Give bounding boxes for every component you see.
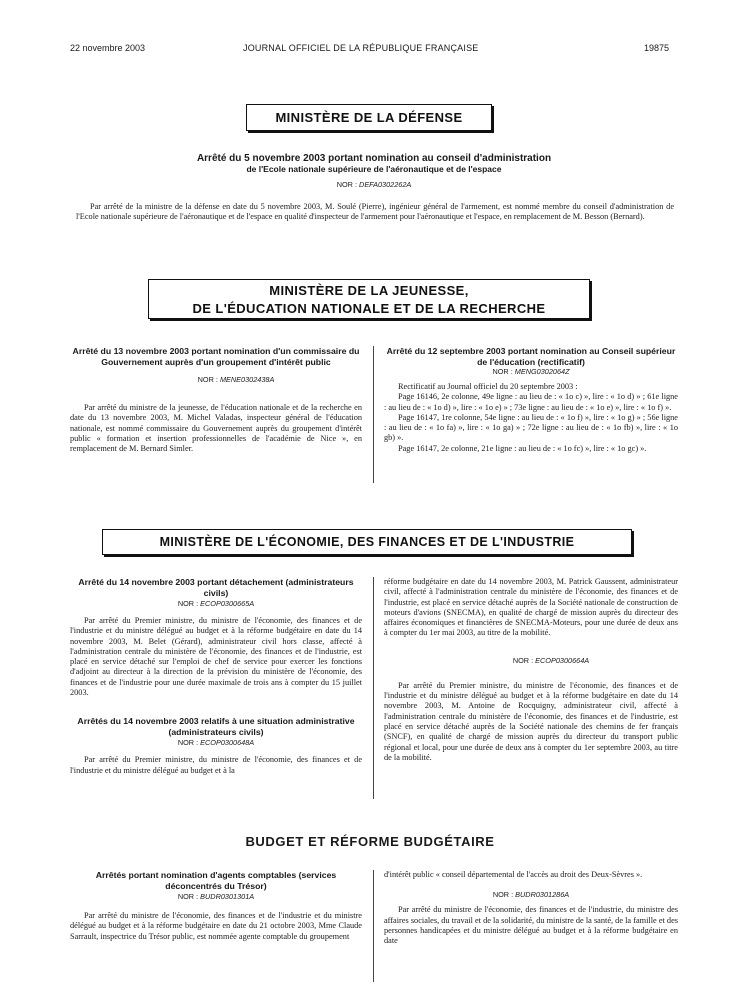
economie-a1-body: Par arrêté du Premier ministre, du ministre de l'économie, des finances et de l'industrie et du ministre délégué au budget et à la réforme budgétaire en date du 14 novembre 2003, M. Belet (Gérard), administrateur civil hors classe, affecté à l'administration centrale du ministère de l'économie, des finances et de l'industrie, est placé en service détaché sur l'emploi de chef de service pour exercer les fonctions d'adjoint au directeur à la direction de la prévision du ministère de l'économie, des finances et de l'industrie pour une durée maximale de trois ans à compter du 15 juillet 2003. [70, 616, 362, 698]
economie-a1-nor [70, 599, 362, 608]
column-divider [373, 577, 374, 799]
economie-right-column [384, 577, 678, 763]
jeunesse-left-title: Arrêté du 13 novembre 2003 portant nomination d'un commissaire du Gouvernement auprès d'un groupement d'intérêt public [72, 346, 360, 367]
economie-a1-title: Arrêté du 14 novembre 2003 portant détachement (administrateurs civils) [78, 577, 354, 598]
budget-right-nor [384, 890, 678, 899]
jeunesse-right-nor [384, 367, 678, 376]
ministry-economie-box: MINISTÈRE DE L'ÉCONOMIE, DES FINANCES ET DE L'INDUSTRIE [102, 529, 632, 555]
budget-left-nor [70, 892, 362, 901]
nor-code: DEFA0302262A [359, 180, 412, 189]
jeunesse-left-article [70, 346, 362, 454]
jeunesse-right-para3: Page 16147, 1re colonne, 54e ligne : au lieu de : « 1o f) », lire : « 1o g) » ; 56e ligne : au lieu de : « 1o fa) », lire : « 1o ga) » ; 72e ligne : au lieu de : « 1o fb) », lire : « 1o gb) ». [384, 412, 678, 443]
ministry-jeunesse-box [148, 279, 590, 319]
nor-code: ECOP0300664A [535, 655, 590, 665]
nor-code: ECOP0300648A [200, 738, 255, 748]
nor-label: NOR : [512, 655, 534, 665]
budget-left-title: Arrêtés portant nomination d'agents comptables (services déconcentrés du Trésor) [95, 870, 337, 891]
defense-nor [120, 180, 628, 189]
jeunesse-right-title: Arrêté du 12 septembre 2003 portant nomination au Conseil supérieur de l'éducation (rectificatif) [386, 346, 676, 367]
nor-code: BUDR0301286A [515, 890, 570, 900]
column-divider [373, 346, 374, 483]
economie-right-body1: réforme budgétaire en date du 14 novembre 2003, M. Patrick Gaussent, administrateur civil, affecté à l'administration centrale du ministère de l'économie, des finances et de l'industrie, est placé en service détaché auprès de la Société nationale de construction de moteurs d'avions (SNECMA), en qualité de chargé de mission auprès du directeur des affaires économiques et financières de SNECMA-Moteurs, pour une durée de deux ans à compter du 1er mai 2003, au titre de la mobilité. [384, 577, 678, 638]
header-title: JOURNAL OFFICIEL DE LA RÉPUBLIQUE FRANÇAISE [243, 43, 479, 53]
economie-a2-nor [70, 738, 362, 747]
defense-title-line2: de l'Ecole nationale supérieure de l'aéronautique et de l'espace [246, 163, 502, 174]
nor-label: NOR : [177, 599, 199, 608]
defense-decree-body [76, 202, 674, 223]
defense-title-line1: Arrêté du 5 novembre 2003 portant nomination au conseil d'administration [196, 153, 552, 164]
jeunesse-right-article [384, 346, 678, 454]
nor-label: NOR : [492, 890, 514, 900]
budget-section-title: BUDGET ET RÉFORME BUDGÉTAIRE [245, 834, 495, 849]
economie-right-nor [424, 656, 678, 665]
nor-code: MENE0302438A [219, 375, 275, 384]
ministry-jeunesse-line1: MINISTÈRE DE LA JEUNESSE, [269, 283, 469, 298]
budget-right-body2: Par arrêté du ministre de l'économie, des finances et de l'industrie, du ministre des affaires sociales, du travail et de la solidarité, du ministre de la santé, de la famille et des personnes handicapées et du ministre délégué au budget et à la réforme budgétaire en date [384, 905, 678, 946]
nor-label: NOR : [336, 180, 358, 189]
jeunesse-right-para2: Page 16146, 2e colonne, 49e ligne : au lieu de : « 1o c) », lire : « 1o d) » ; 61e ligne : au lieu de : « 1o d) », lire : « 1o e) » ; 73e ligne : au lieu de : « 1o e) », lire : « 1o f) ». [384, 392, 678, 412]
economie-left-column [70, 577, 362, 776]
column-divider [373, 870, 374, 982]
header-date: 22 novembre 2003 [70, 43, 146, 53]
jeunesse-right-para4: Page 16147, 2e colonne, 21e ligne : au lieu de : « 1o fc) », lire : « 1o gc) ». [398, 443, 647, 453]
nor-code: MENG0302064Z [514, 367, 570, 376]
budget-left-body: Par arrêté du ministre de l'économie, des finances et de l'industrie et du ministre délégué au budget et à la réforme budgétaire en date du 21 octobre 2003, Mme Claude Sarrault, inspectrice du Trésor public, est nommée agente comptable du groupement [70, 911, 362, 941]
economie-right-body2: Par arrêté du Premier ministre, du ministre de l'économie, des finances et de l'industrie et du ministre délégué au budget et à la réforme budgétaire en date du 14 novembre 2003, M. Antoine de Rocquigny, administrateur civil, affecté à l'administration centrale du ministère de l'économie, des finances et de l'industrie, est placé en service détaché auprès de la Société nationale des chemins de fer français (SNCF), en qualité de chargé de mission auprès du directeur du transport public régional et local, pour une durée de deux ans à compter du 1er septembre 2003, au titre de la mobilité. [384, 680, 678, 762]
defense-body-text: Par arrêté de la ministre de la défense en date du 5 novembre 2003, M. Soulé (Pierre), ingénieur général de l'armement, est nommé membre du conseil d'administration de l'Ecole nationale supérieure de l'aéronautique et de l'espace en qualité d'inspecteur de l'armement pour l'aéronautique et l'espace, en remplacement de M. Besson (Bernard). [76, 202, 674, 222]
ministry-defense-box: MINISTÈRE DE LA DÉFENSE [246, 104, 492, 131]
budget-left-column [70, 870, 362, 942]
economie-a2-title: Arrêtés du 14 novembre 2003 relatifs à une situation administrative (administrateurs civils) [77, 716, 355, 737]
jeunesse-left-nor [110, 375, 362, 384]
nor-code: BUDR0301301A [200, 892, 255, 901]
budget-right-body1: d'intérêt public « conseil départemental de l'accès au droit des Deux-Sèvres ». [384, 870, 643, 879]
defense-decree-title [120, 154, 628, 174]
nor-label: NOR : [492, 367, 513, 376]
economie-a2-body: Par arrêté du Premier ministre, du ministre de l'économie, des finances et de l'industrie et du ministre délégué au budget et à la [70, 755, 362, 775]
nor-code: ECOP0300665A [200, 599, 255, 608]
budget-right-column [384, 870, 678, 946]
ministry-jeunesse-line2: DE L'ÉDUCATION NATIONALE ET DE LA RECHERCHE [192, 300, 546, 316]
jeunesse-left-body: Par arrêté du ministre de la jeunesse, de l'éducation nationale et de la recherche en date du 13 novembre 2003, M. Michel Valadas, inspecteur général de l'éducation nationale, est nommé commissaire du Gouvernement auprès du groupement d'intérêt public « formation et insertion professionnelles de l'académie de Nice », en remplacement de M. Bernard Simler. [70, 403, 362, 454]
nor-label: NOR : [197, 375, 218, 384]
nor-label: NOR : [177, 738, 199, 748]
jeunesse-right-para1: Rectificatif au Journal officiel du 20 septembre 2003 : [398, 382, 578, 391]
header-page-number: 19875 [644, 43, 670, 53]
nor-label: NOR : [177, 892, 199, 901]
